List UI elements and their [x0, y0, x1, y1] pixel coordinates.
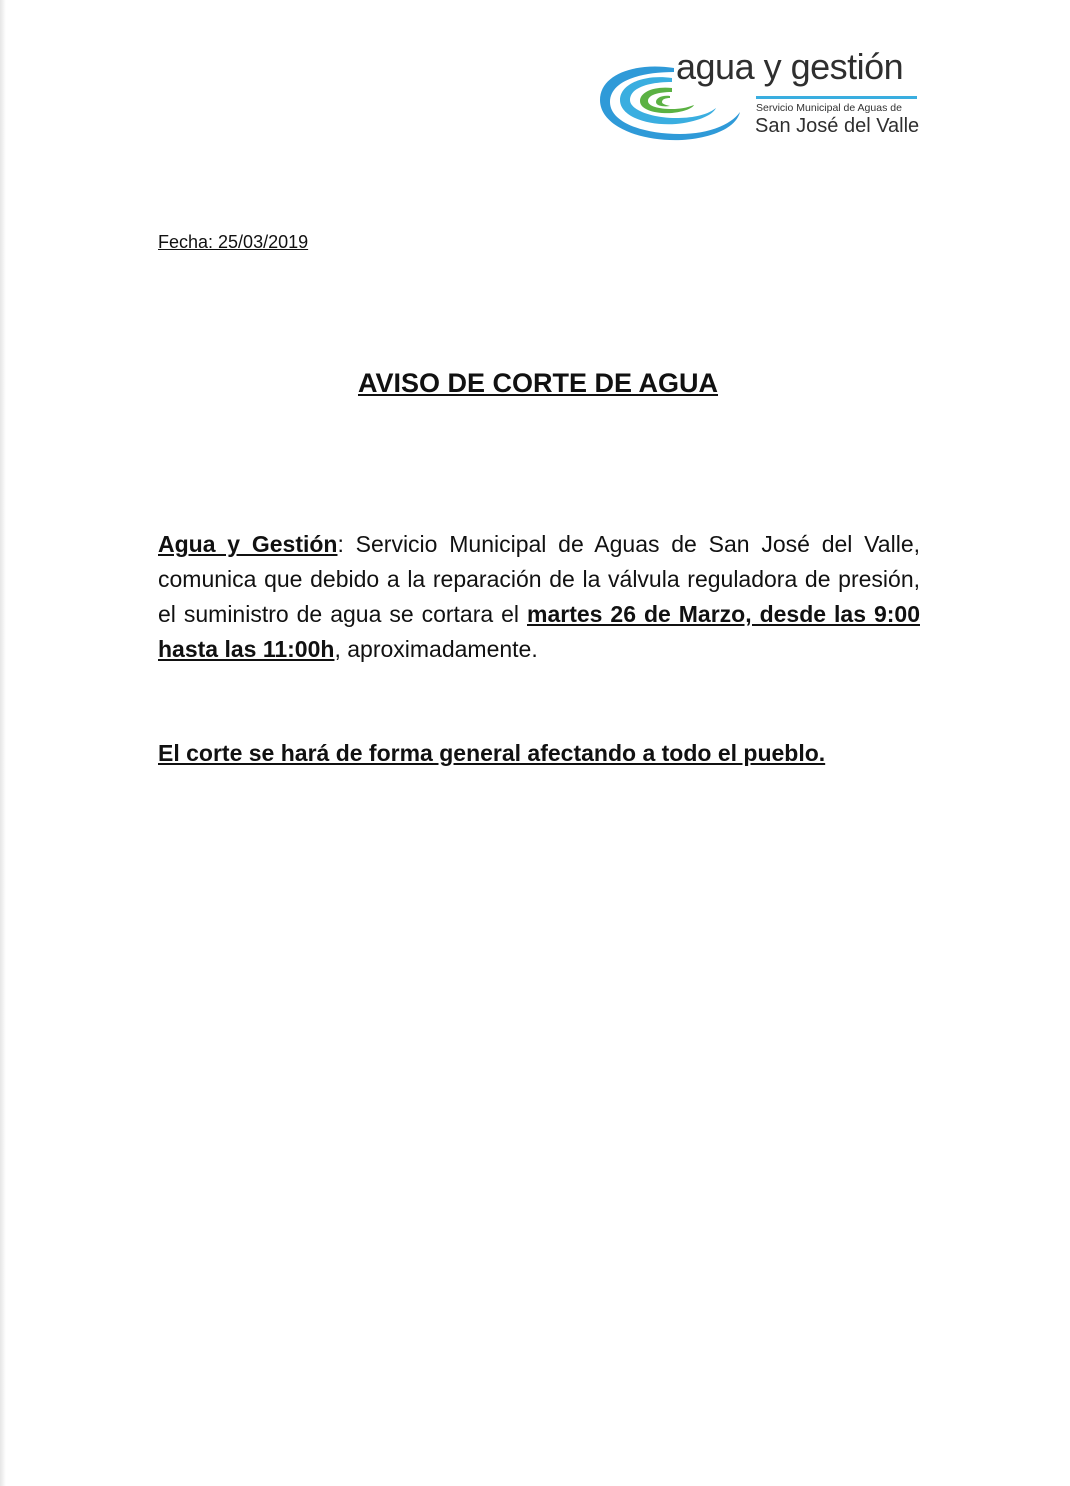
- notice-text-b: , aproximadamente.: [334, 636, 538, 662]
- document-date: Fecha: 25/03/2019: [158, 232, 309, 252]
- agua-y-gestion-logo: [596, 46, 926, 144]
- page-edge-shadow: [0, 0, 6, 1486]
- notice-paragraph: [158, 527, 920, 667]
- document-heading: AVISO DE CORTE DE AGUA: [357, 368, 719, 398]
- notice-text-a: : Servicio Municipal de Aguas de San José del Valle, comunica que debido a la reparación de la válvula reguladora de presión, el suministro de agua se cortara el: [158, 531, 920, 627]
- logo-title: agua y gestión: [676, 46, 904, 87]
- logo-place: San José del Valle: [755, 115, 920, 137]
- cut-schedule: martes 26 de Marzo, desde las 9:00 hasta las 11:00h: [158, 601, 920, 662]
- general-cut-note: El corte se hará de forma general afectando a todo el pueblo.: [158, 740, 826, 766]
- logo-divider: [756, 96, 917, 99]
- logo-subtitle: Servicio Municipal de Aguas de: [756, 102, 902, 114]
- company-name: Agua y Gestión: [158, 531, 338, 557]
